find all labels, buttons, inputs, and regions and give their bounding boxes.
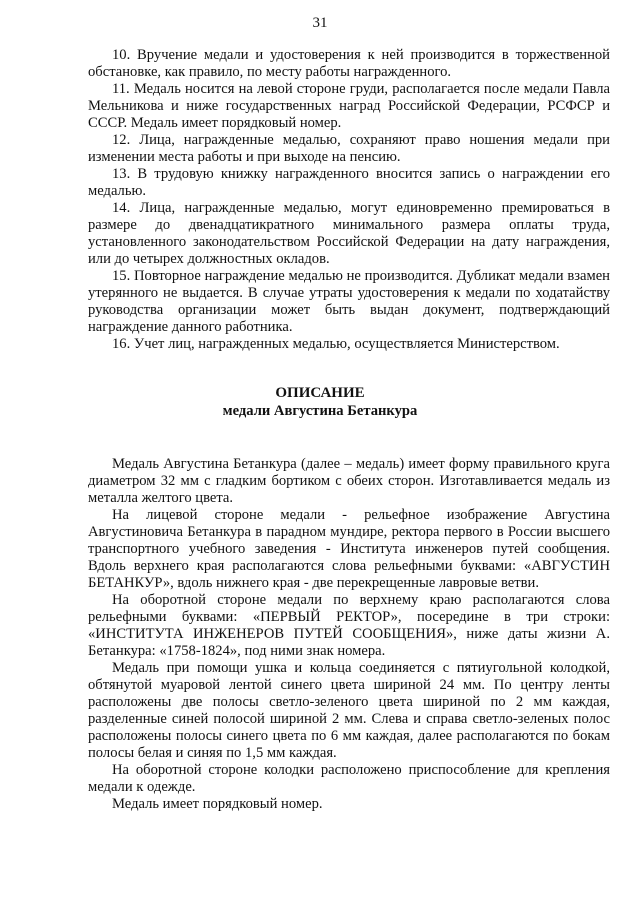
clause-13: 13. В трудовую книжку награжденного вносится запись о награждении его медалью.	[88, 166, 610, 199]
description-paragraph-obverse: На лицевой стороне медали - рельефное изображение Августина Августиновича Бетанкура в парадном мундире, ректора первого в России высшего транспортного учебного заведения - Института инженеров путей сообщения. Вдоль верхнего края располагаются слова рельефными буквами: «АВГУСТИН БЕТАНКУР», вдоль нижнего края - две перекрещенные лавровые ветви.	[88, 507, 610, 591]
page-number: 31	[312, 15, 328, 31]
clause-12: 12. Лица, награжденные медалью, сохраняют право ношения медали при изменении места работы и при выходе на пенсию.	[88, 132, 610, 165]
section-heading	[0, 384, 640, 420]
clause-14: 14. Лица, награжденные медалью, могут единовременно премироваться в размере до двенадцатикратного минимального размера оплаты труда, установленного законодательством Российской Федерации на дату награждения, или до четырех должностных окладов.	[88, 200, 610, 267]
description-paragraph-shape: Медаль Августина Бетанкура (далее – медаль) имеет форму правильного круга диаметром 32 мм с гладким бортиком с обеих сторон. Изготавливается медаль из металла желтого цвета.	[88, 456, 610, 506]
clause-16: 16. Учет лиц, награжденных медалью, осуществляется Министерством.	[112, 336, 560, 352]
description-paragraph-ribbon: Медаль при помощи ушка и кольца соединяется с пятиугольной колодкой, обтянутой муаровой лентой синего цвета шириной 24 мм. По центру ленты расположены две полосы светло-зеленого цвета шириной по 2 мм каждая, разделенные синей полосой шириной 2 мм. Слева и справа светло-зеленых полос расположены полосы синего цвета по 6 мм каждая, далее располагаются по бокам полосы белая и синяя по 1,5 мм каждая.	[88, 660, 610, 761]
description-paragraph-clasp: На оборотной стороне колодки расположено приспособление для крепления медали к одежде.	[88, 762, 610, 795]
clause-11: 11. Медаль носится на левой стороне груди, располагается после медали Павла Мельникова и ниже государственных наград Российской Федерации, РСФСР и СССР. Медаль имеет порядковый номер.	[88, 81, 610, 131]
clause-15: 15. Повторное награждение медалью не производится. Дубликат медали взамен утерянного не выдается. В случае утраты удостоверения к медали по ходатайству руководства организации может быть выдан документ, подтверждающий награждение данного работника.	[88, 268, 610, 335]
description-paragraph-reverse: На оборотной стороне медали по верхнему краю располагаются слова рельефными буквами: «ПЕРВЫЙ РЕКТОР», посередине в три строки: «ИНСТИТУТА ИНЖЕНЕРОВ ПУТЕЙ СООБЩЕНИЯ», ниже даты жизни А. Бетанкура: «1758-1824», под ними знак номера.	[88, 592, 610, 659]
section-subtitle: медали Августина Бетанкура	[222, 403, 418, 419]
medal-description	[88, 456, 610, 813]
regulation-clauses	[88, 47, 610, 353]
description-paragraph-number: Медаль имеет порядковый номер.	[112, 796, 323, 812]
clause-10: 10. Вручение медали и удостоверения к ней производится в торжественной обстановке, как правило, по месту работы награжденного.	[88, 47, 610, 80]
section-title: ОПИСАНИЕ	[275, 385, 365, 401]
